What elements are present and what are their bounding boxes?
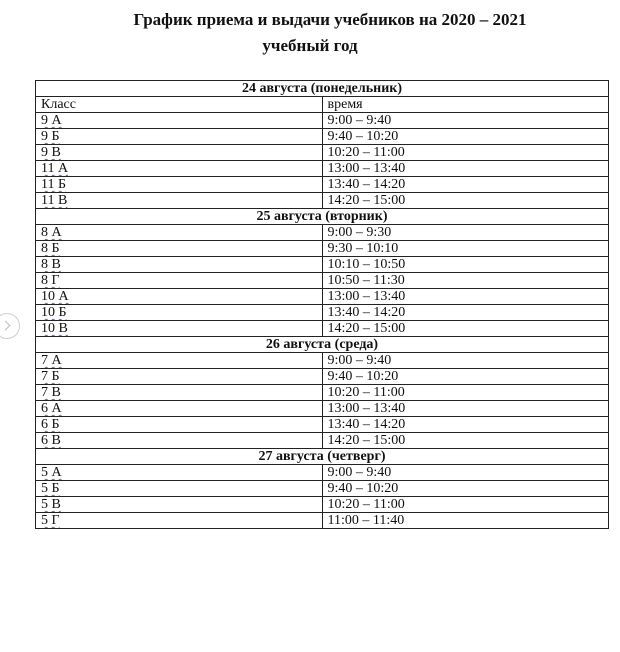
time-cell: 13:00 – 13:40 (322, 161, 609, 177)
class-cell (36, 193, 323, 209)
class-cell (36, 321, 323, 337)
class-cell (36, 289, 323, 305)
time-cell: 13:40 – 14:20 (322, 177, 609, 193)
class-label: 8 Б (41, 241, 60, 256)
table-row (36, 481, 609, 497)
class-label: 10 Б (41, 305, 67, 320)
day-header: 26 августа (среда) (36, 337, 609, 353)
time-cell: 10:20 – 11:00 (322, 145, 609, 161)
time-cell: 10:20 – 11:00 (322, 385, 609, 401)
time-cell: 13:40 – 14:20 (322, 417, 609, 433)
table-row (36, 257, 609, 273)
class-cell (36, 129, 323, 145)
class-label: 11 А (41, 161, 69, 176)
class-cell (36, 113, 323, 129)
time-cell: 10:50 – 11:30 (322, 273, 609, 289)
time-cell: 10:10 – 10:50 (322, 257, 609, 273)
class-label: 5 А (41, 465, 62, 480)
title-line-1: График приема и выдачи учебников на 2020 – 2021 (133, 10, 527, 29)
time-cell: 9:00 – 9:40 (322, 353, 609, 369)
day-header: 25 августа (вторник) (36, 209, 609, 225)
class-label: 5 Б (41, 481, 60, 496)
class-cell (36, 433, 323, 449)
time-cell: 9:40 – 10:20 (322, 481, 609, 497)
day-header: 27 августа (четверг) (36, 449, 609, 465)
column-header-time: время (322, 97, 609, 113)
time-cell: 13:00 – 13:40 (322, 401, 609, 417)
class-label: 6 Б (41, 417, 60, 432)
day-header-row (36, 209, 609, 225)
time-cell: 9:00 – 9:40 (322, 113, 609, 129)
class-label: 10 В (41, 321, 68, 336)
class-cell (36, 145, 323, 161)
table-row (36, 401, 609, 417)
table-row (36, 177, 609, 193)
class-cell (36, 273, 323, 289)
schedule-table (35, 80, 609, 529)
table-row (36, 289, 609, 305)
table-row (36, 433, 609, 449)
class-label: 11 В (41, 193, 68, 208)
table-row (36, 273, 609, 289)
table-row (36, 129, 609, 145)
class-label: 10 А (41, 289, 69, 304)
table-row (36, 513, 609, 529)
class-cell (36, 513, 323, 529)
class-cell (36, 305, 323, 321)
class-label: 6 А (41, 401, 62, 416)
time-cell: 14:20 – 15:00 (322, 321, 609, 337)
time-cell: 14:20 – 15:00 (322, 193, 609, 209)
class-cell (36, 481, 323, 497)
time-cell: 14:20 – 15:00 (322, 433, 609, 449)
title-line-2: учебный год (262, 36, 358, 55)
day-header-row (36, 81, 609, 97)
time-cell: 9:00 – 9:40 (322, 465, 609, 481)
class-label: 7 Б (41, 369, 60, 384)
class-cell (36, 225, 323, 241)
class-label: 8 А (41, 225, 62, 240)
column-header-row (36, 97, 609, 113)
table-row (36, 369, 609, 385)
table-row (36, 321, 609, 337)
class-label: 6 В (41, 433, 61, 448)
time-cell: 9:40 – 10:20 (322, 369, 609, 385)
class-cell (36, 385, 323, 401)
time-cell: 10:20 – 11:00 (322, 497, 609, 513)
time-cell: 11:00 – 11:40 (322, 513, 609, 529)
class-cell (36, 353, 323, 369)
page-title (0, 8, 620, 58)
class-label: 8 В (41, 257, 61, 272)
day-header-row (36, 449, 609, 465)
class-cell (36, 241, 323, 257)
table-row (36, 113, 609, 129)
class-cell (36, 369, 323, 385)
class-label: 11 Б (41, 177, 67, 192)
table-row (36, 353, 609, 369)
table-row (36, 417, 609, 433)
time-cell: 9:40 – 10:20 (322, 129, 609, 145)
time-cell: 13:00 – 13:40 (322, 289, 609, 305)
table-row (36, 385, 609, 401)
table-row (36, 465, 609, 481)
time-cell: 9:00 – 9:30 (322, 225, 609, 241)
class-cell (36, 465, 323, 481)
carousel-prev-indicator[interactable] (0, 313, 20, 339)
day-header-row (36, 337, 609, 353)
class-label: 5 В (41, 497, 61, 512)
table-row (36, 225, 609, 241)
class-cell (36, 161, 323, 177)
class-cell (36, 177, 323, 193)
class-label: 7 В (41, 385, 61, 400)
table-row (36, 193, 609, 209)
class-label: 7 А (41, 353, 62, 368)
time-cell: 13:40 – 14:20 (322, 305, 609, 321)
day-header: 24 августа (понедельник) (36, 81, 609, 97)
table-row (36, 145, 609, 161)
table-row (36, 497, 609, 513)
class-label: 9 В (41, 145, 61, 160)
class-label: 9 А (41, 113, 62, 128)
table-row (36, 305, 609, 321)
time-cell: 9:30 – 10:10 (322, 241, 609, 257)
class-label: 8 Г (41, 273, 60, 288)
class-label: 9 Б (41, 129, 60, 144)
class-cell (36, 417, 323, 433)
class-cell (36, 497, 323, 513)
column-header-class: Класс (36, 97, 323, 113)
class-cell (36, 401, 323, 417)
class-cell (36, 257, 323, 273)
table-row (36, 161, 609, 177)
table-row (36, 241, 609, 257)
class-label: 5 Г (41, 513, 60, 528)
